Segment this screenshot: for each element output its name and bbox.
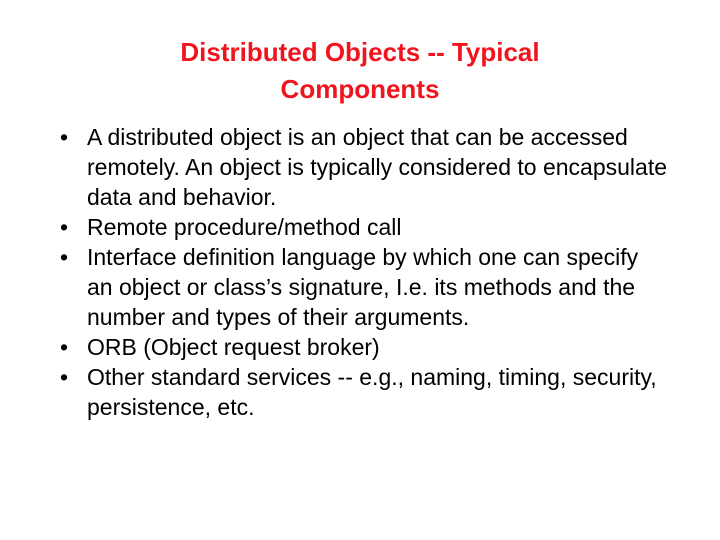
bullet-item	[60, 332, 670, 362]
bullet-text: Remote procedure/method call	[87, 214, 402, 240]
bullet-marker-icon: •	[60, 124, 69, 150]
bullet-item	[60, 122, 670, 212]
bullet-text: Interface definition language by which one can specify an object or class’s signature, I.e. its methods and the number and types of their arguments.	[87, 244, 639, 330]
bullet-marker-icon: •	[60, 364, 69, 390]
bullet-text: Other standard services -- e.g., naming, timing, security, persistence, etc.	[87, 364, 657, 420]
bullet-marker-icon: •	[60, 334, 69, 360]
bullet-item	[60, 212, 670, 242]
bullet-text: A distributed object is an object that can be accessed remotely. An object is typically considered to encapsulate data and behavior.	[87, 124, 667, 210]
slide-title	[60, 34, 660, 108]
bullet-item	[60, 242, 670, 332]
bullet-marker-icon: •	[60, 244, 69, 270]
bullet-item	[60, 362, 670, 422]
bullet-text: ORB (Object request broker)	[87, 334, 380, 360]
bullet-list	[60, 122, 670, 422]
bullet-marker-icon: •	[60, 214, 69, 240]
slide-title-line-2: Components	[280, 74, 440, 104]
slide-title-line-1: Distributed Objects -- Typical	[180, 37, 540, 67]
